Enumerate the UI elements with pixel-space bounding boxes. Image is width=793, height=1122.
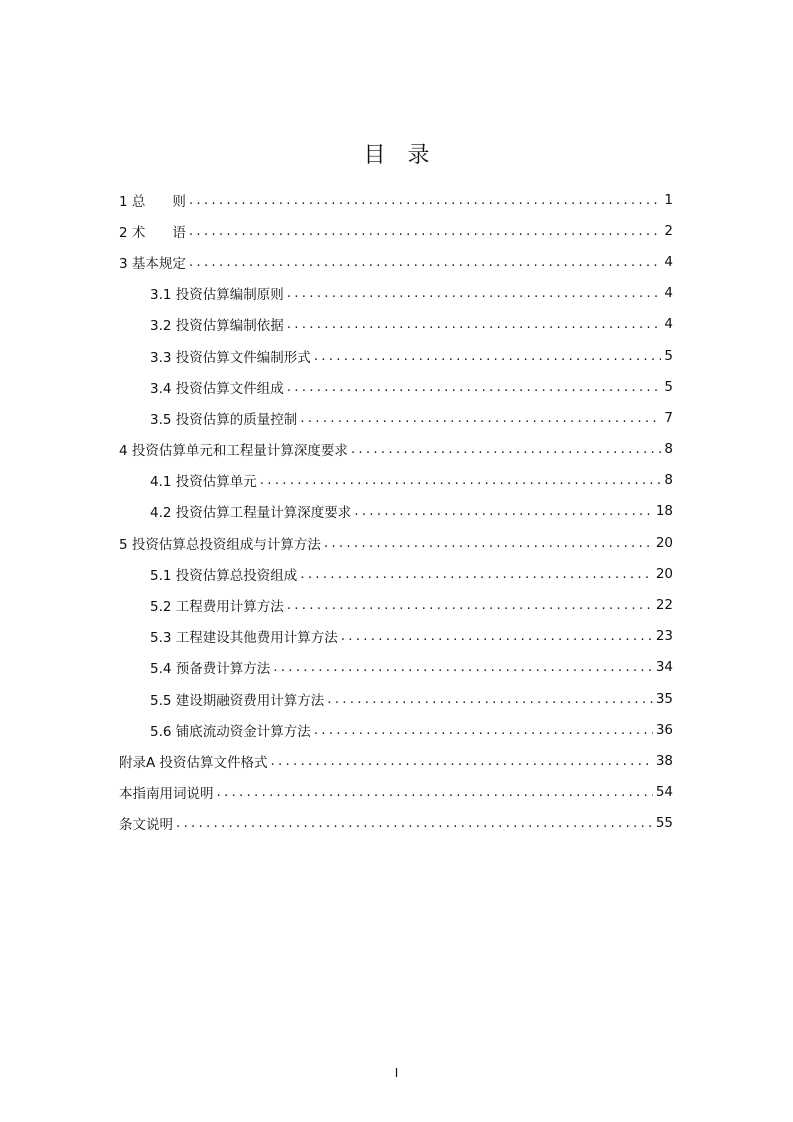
toc-entry-page: 18 xyxy=(655,503,673,520)
toc-entry-page: 36 xyxy=(655,721,673,738)
dot-leader xyxy=(287,285,662,301)
toc-entry-label: 5.4 预备费计算方法 xyxy=(150,661,271,678)
dot-leader xyxy=(314,722,653,738)
toc-entry[interactable] xyxy=(119,777,673,808)
toc-entry[interactable] xyxy=(119,714,673,745)
toc-entry[interactable] xyxy=(119,246,673,277)
dot-leader xyxy=(260,472,662,488)
toc-entry-label: 本指南用词说明 xyxy=(119,786,214,803)
toc-entry-label: 附录A 投资估算文件格式 xyxy=(119,754,268,771)
toc-entry-label: 条文说明 xyxy=(119,817,173,834)
toc-entry-page: 34 xyxy=(655,659,673,676)
toc-entry-label: 3.5 投资估算的质量控制 xyxy=(150,411,298,428)
toc-entry-page: 4 xyxy=(664,253,673,270)
toc-entry-label: 3.4 投资估算文件组成 xyxy=(150,380,284,397)
toc-entry[interactable] xyxy=(119,340,673,371)
dot-leader xyxy=(176,815,653,831)
dot-leader xyxy=(324,535,653,551)
toc-entry[interactable] xyxy=(119,371,673,402)
toc-entry-page: 35 xyxy=(655,690,673,707)
dot-leader xyxy=(314,348,662,364)
dot-leader xyxy=(217,784,653,800)
toc-entry[interactable] xyxy=(119,683,673,714)
dot-leader xyxy=(271,753,653,769)
dot-leader xyxy=(287,597,653,613)
toc-entry-page: 22 xyxy=(655,597,673,614)
toc-entry[interactable] xyxy=(119,278,673,309)
toc-entry-label: 4.1 投资估算单元 xyxy=(150,474,257,491)
toc-entry-page: 38 xyxy=(655,752,673,769)
toc-entry[interactable] xyxy=(119,808,673,839)
dot-leader xyxy=(300,566,653,582)
toc-entry-page: 55 xyxy=(655,815,673,832)
toc-entry-page: 20 xyxy=(655,565,673,582)
toc-entry-label: 5 投资估算总投资组成与计算方法 xyxy=(119,536,321,553)
dot-leader xyxy=(189,223,662,239)
toc-entry-page: 4 xyxy=(664,316,673,333)
toc-entry-page: 8 xyxy=(664,441,673,458)
toc-entry[interactable] xyxy=(119,652,673,683)
toc-entry-page: 4 xyxy=(664,285,673,302)
toc-entry-label: 5.5 建设期融资费用计算方法 xyxy=(150,692,325,709)
dot-leader xyxy=(300,410,661,426)
toc-entry-label: 1 总 则 xyxy=(119,193,186,210)
toc-entry[interactable] xyxy=(119,745,673,776)
toc-entry-label: 3.2 投资估算编制依据 xyxy=(150,318,284,335)
toc-entry[interactable] xyxy=(119,527,673,558)
toc-entry-label: 5.6 铺底流动资金计算方法 xyxy=(150,723,311,740)
toc-entry[interactable] xyxy=(119,434,673,465)
toc-entry[interactable] xyxy=(119,621,673,652)
toc-entry-label: 2 术 语 xyxy=(119,224,186,241)
dot-leader xyxy=(327,691,653,707)
toc-entry-page: 1 xyxy=(664,191,673,208)
toc-entry[interactable] xyxy=(119,465,673,496)
toc-entry[interactable] xyxy=(119,184,673,215)
toc-entry-page: 2 xyxy=(664,222,673,239)
dot-leader xyxy=(287,379,662,395)
toc-entry-label: 4.2 投资估算工程量计算深度要求 xyxy=(150,505,352,522)
toc-entry-page: 7 xyxy=(664,409,673,426)
dot-leader xyxy=(273,659,653,675)
toc-entry-page: 5 xyxy=(664,347,673,364)
toc-entry-page: 5 xyxy=(664,378,673,395)
toc-entry-page: 8 xyxy=(664,472,673,489)
toc-entry[interactable] xyxy=(119,215,673,246)
toc-entry-label: 3 基本规定 xyxy=(119,255,186,272)
toc-title: 目录 xyxy=(363,143,452,168)
toc-entry[interactable] xyxy=(119,309,673,340)
dot-leader xyxy=(189,192,662,208)
toc-entry[interactable] xyxy=(119,402,673,433)
dot-leader xyxy=(351,441,662,457)
toc-entry-page: 23 xyxy=(655,628,673,645)
toc-entry-page: 54 xyxy=(655,784,673,801)
toc-entry-page: 20 xyxy=(655,534,673,551)
dot-leader xyxy=(354,503,653,519)
toc-entry-label: 3.3 投资估算文件编制形式 xyxy=(150,349,311,366)
toc-entry-label: 4 投资估算单元和工程量计算深度要求 xyxy=(119,443,348,460)
toc-entry[interactable] xyxy=(119,496,673,527)
toc-entry-label: 5.2 工程费用计算方法 xyxy=(150,599,284,616)
toc-entry-label: 3.1 投资估算编制原则 xyxy=(150,287,284,304)
table-of-contents xyxy=(119,184,673,839)
toc-entry[interactable] xyxy=(119,558,673,589)
dot-leader xyxy=(189,254,662,270)
page-number: I xyxy=(394,1066,399,1080)
toc-entry[interactable] xyxy=(119,589,673,620)
toc-entry-label: 5.1 投资估算总投资组成 xyxy=(150,567,298,584)
dot-leader xyxy=(341,628,653,644)
dot-leader xyxy=(287,316,662,332)
toc-entry-label: 5.3 工程建设其他费用计算方法 xyxy=(150,630,338,647)
